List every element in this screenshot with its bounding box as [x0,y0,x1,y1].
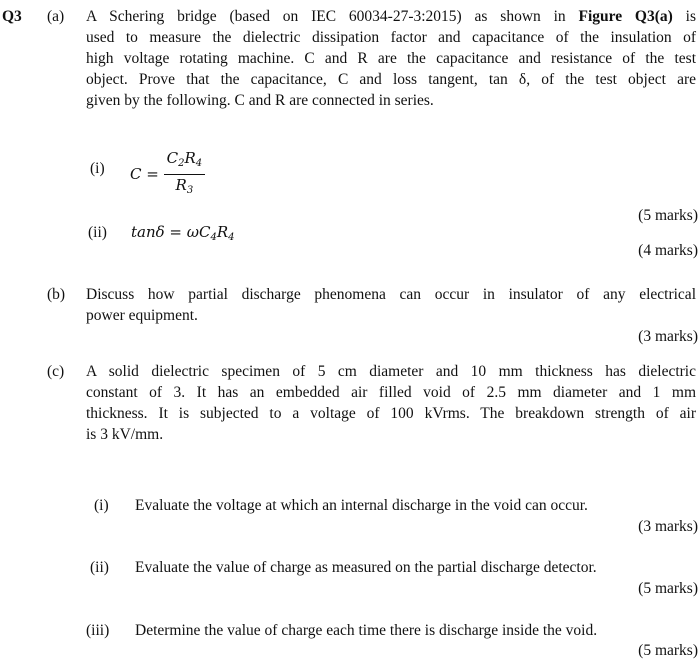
part-a-line-3: high voltage rotating machine. C and R are the capacitance and resistance of the test [86,50,696,67]
part-a-text [86,6,696,111]
part-c-ii-marks: (5 marks) [638,580,698,597]
part-c-ii-text: Evaluate the value of charge as measured on the partial discharge detector. [135,559,597,576]
part-a-line-1: A Schering bridge (based on IEC 60034-27-3:2015) as shown in Figure Q3(a) is [86,8,696,25]
part-a-i-label: (i) [90,160,105,177]
part-c-line-1: A solid dielectric specimen of 5 cm diameter and 10 mm thickness has dielectric [86,363,696,380]
part-c-iii-label: (iii) [86,622,110,639]
part-c-i-text: Evaluate the voltage at which an internal discharge in the void can occur. [135,497,588,514]
fraction-numerator: $C_2R_4$ [164,148,206,175]
equation-capacitance [130,148,205,201]
equation-loss-tangent: $\tan\delta = \omega C_4R_4$ [131,223,235,243]
part-b-line-1: Discuss how partial discharge phenomena can occur in insulator of any electrical [86,286,696,303]
part-a-line-4: object. Prove that the capacitance, C and loss tangent, tan δ, of the test object are [86,71,696,88]
part-c-iii-marks: (5 marks) [638,642,698,659]
equation-capacitance-lhs: C = [130,165,159,183]
part-c-iii-text: Determine the value of charge each time there is discharge inside the void. [135,622,598,639]
part-c-i-label: (i) [94,497,109,514]
question-number: Q3 [2,8,22,25]
part-c-ii-label: (ii) [90,559,109,576]
part-b-marks: (3 marks) [638,328,698,345]
fraction-denominator: $R_3$ [175,176,194,196]
part-c-text [86,361,696,445]
part-c-i-marks: (3 marks) [638,518,698,535]
part-a-line-5: given by the following. C and R are connected in series. [86,92,434,109]
part-c-line-2: constant of 3. It has an embedded air filled void of 2.5 mm diameter and 1 mm [86,384,696,401]
part-a-i-marks: (5 marks) [638,207,698,224]
part-a-ii-marks: (4 marks) [638,242,698,259]
part-b-text [86,284,696,326]
part-c-line-3: thickness. It is subjected to a voltage of 100 kVrms. The breakdown strength of air [86,405,696,422]
part-b-label: (b) [47,286,66,303]
part-c-line-4: is 3 kV/mm. [86,426,164,443]
part-b-line-2: power equipment. [86,307,198,324]
part-a-line-2: used to measure the dielectric dissipation factor and capacitance of the insulation of [86,29,696,46]
figure-reference: Figure Q3(a) [578,8,673,25]
part-a-ii-label: (ii) [88,224,107,241]
part-a-label: (a) [47,8,65,25]
part-c-label: (c) [47,363,65,380]
equation-capacitance-fraction [164,148,206,201]
